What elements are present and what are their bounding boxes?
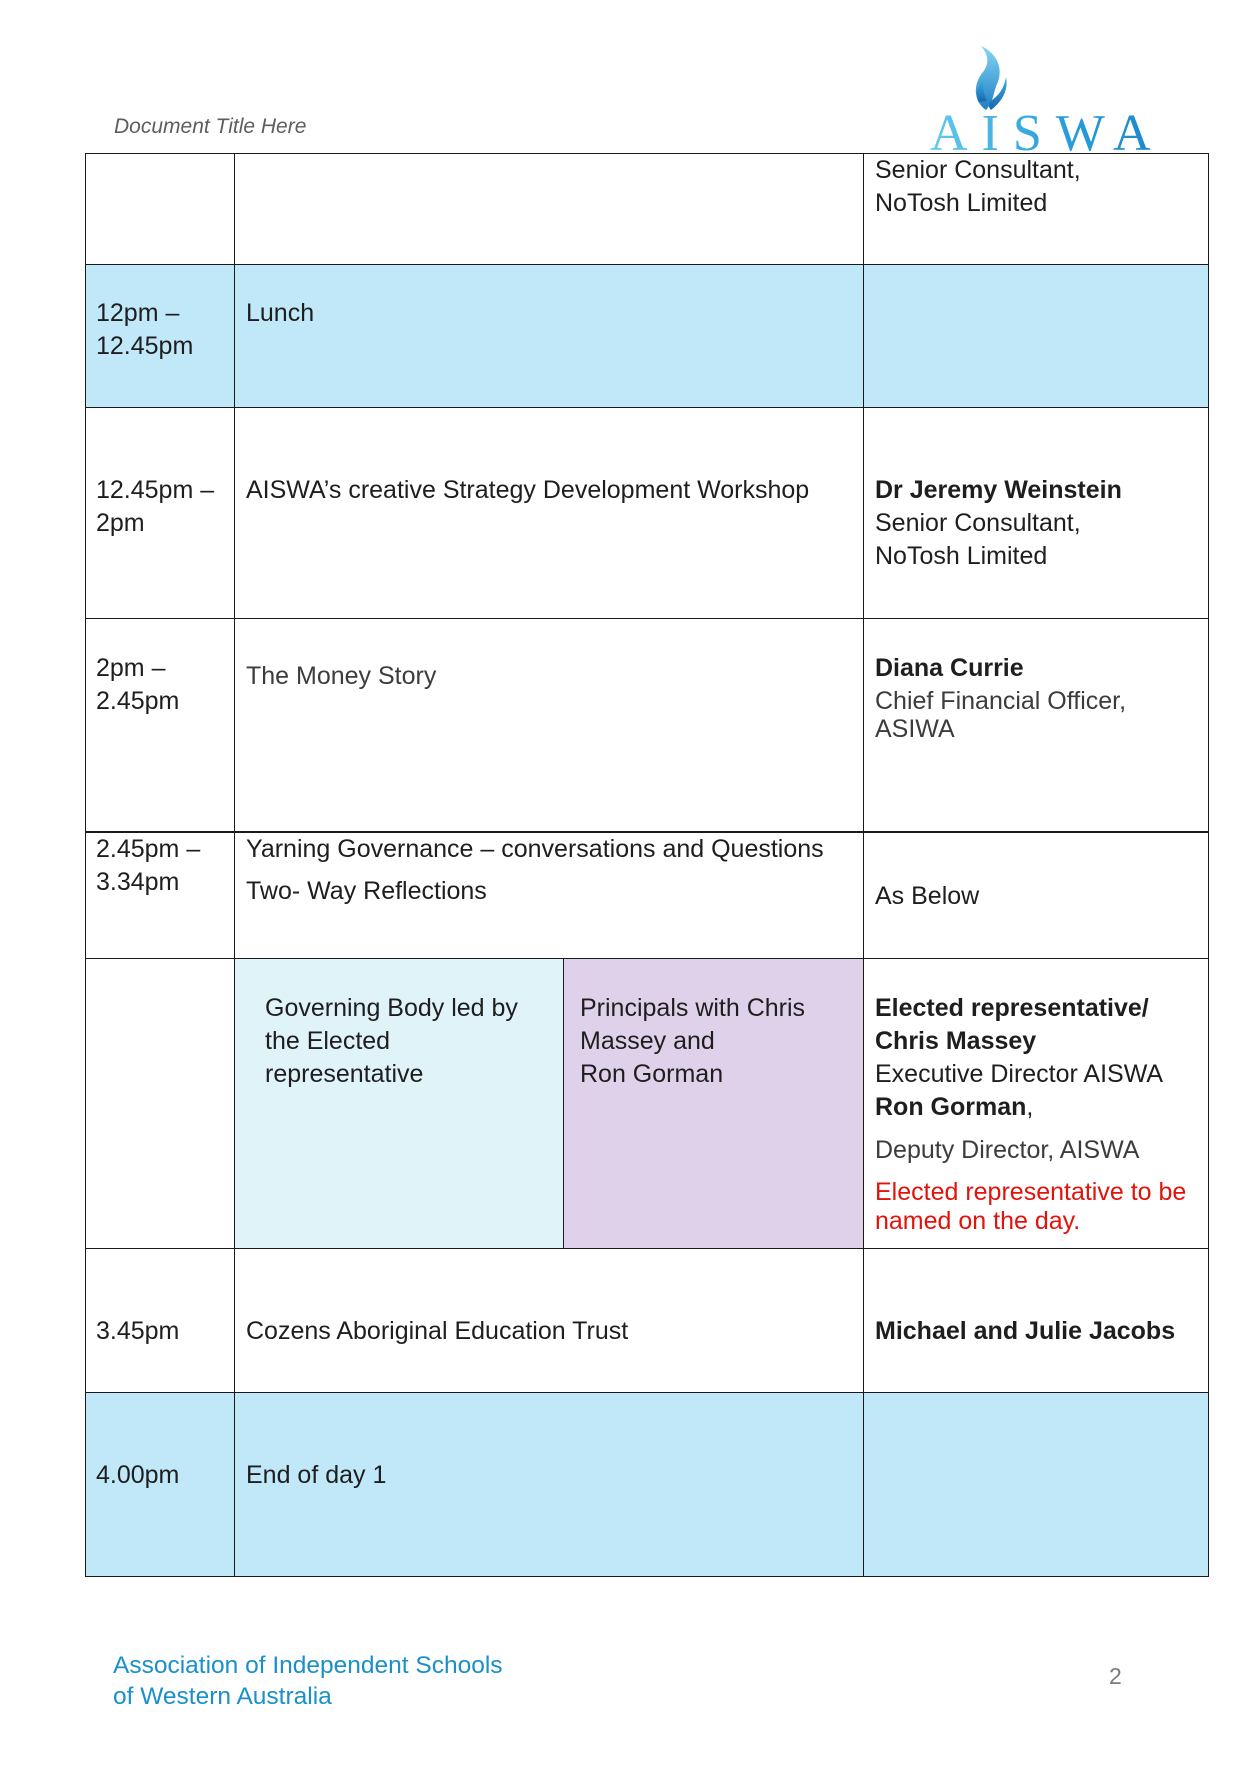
activity-title: Yarning Governance – conversations and Questions: [246, 834, 824, 863]
activity-cell: [235, 1249, 864, 1393]
activity-subtitle: Two- Way Reflections: [246, 876, 487, 905]
presenter-note: As Below: [875, 881, 980, 910]
activity-cell: [235, 832, 864, 959]
time-label: 4.00pm: [96, 1461, 180, 1489]
document-title: Document Title Here: [114, 115, 307, 138]
activity-cell: [235, 154, 864, 265]
activity-title: AISWA’s creative Strategy Development Workshop: [246, 476, 810, 504]
schedule-table: [85, 153, 1209, 1577]
presenter-organisation: ASIWA: [875, 715, 955, 743]
schedule-row-end-of-day: [86, 1393, 1209, 1577]
schedule-row-lunch: [86, 265, 1209, 408]
footer-organisation-region: of Western Australia: [113, 1683, 332, 1710]
schedule-row-breakout-groups: [86, 959, 1209, 1249]
presenter-name: Diana Currie: [875, 654, 1024, 682]
activity-cell: [235, 619, 864, 832]
activity-cell: [235, 265, 864, 408]
presenter-role: Deputy Director, AISWA: [875, 1136, 1140, 1164]
schedule-row-yarning-governance: [86, 832, 1209, 959]
presenter-name: Dr Jeremy Weinstein: [875, 476, 1122, 504]
group-description: Governing Body led by: [265, 994, 518, 1022]
activity-title: Lunch: [246, 299, 315, 327]
presenter-cell: [864, 1249, 1209, 1393]
activity-title: End of day 1: [246, 1461, 387, 1489]
schedule-row-money-story: [86, 619, 1209, 832]
time-cell: [86, 408, 235, 619]
presenter-cell: [864, 619, 1209, 832]
presenter-role: Senior Consultant,: [875, 156, 1081, 184]
schedule-row-continued: [86, 154, 1209, 265]
governing-body-group-cell: [235, 959, 564, 1249]
time-label: 12.45pm –: [96, 476, 215, 504]
time-cell: [86, 265, 235, 408]
presenter-cell: [864, 832, 1209, 959]
group-description: representative: [265, 1060, 424, 1088]
logo: [926, 98, 1176, 158]
page-number: 2: [1109, 1663, 1122, 1689]
time-label: 12pm –: [96, 299, 180, 327]
presenter-role: Chief Financial Officer,: [875, 687, 1127, 715]
presenter-note: Elected representative to be: [875, 1178, 1187, 1206]
activity-title: Cozens Aboriginal Education Trust: [246, 1317, 629, 1345]
time-label: 2.45pm: [96, 687, 180, 715]
time-cell: [86, 154, 235, 265]
presenter-organisation: NoTosh Limited: [875, 189, 1048, 217]
time-label: 2pm –: [96, 654, 166, 682]
logo-wordmark: AISWA: [930, 105, 1165, 158]
time-cell: [86, 619, 235, 832]
presenter-name: Elected representative/: [875, 994, 1149, 1022]
principals-group-cell: [564, 959, 864, 1249]
time-cell: [86, 959, 235, 1249]
presenter-note: named on the day.: [875, 1207, 1081, 1235]
group-description: Ron Gorman: [580, 1060, 724, 1088]
presenter-name-punctuation: ,: [1026, 1093, 1034, 1121]
group-description: the Elected: [265, 1027, 391, 1055]
activity-cell: [235, 1393, 864, 1577]
schedule-row-strategy-workshop: [86, 408, 1209, 619]
time-cell: [86, 832, 235, 959]
presenter-cell: [864, 959, 1209, 1249]
schedule-row-cozens-trust: [86, 1249, 1209, 1393]
time-label: 3.34pm: [96, 867, 180, 896]
time-label: 2.45pm –: [96, 834, 201, 863]
activity-cell: [235, 408, 864, 619]
presenter-cell: [864, 154, 1209, 265]
time-label: 3.45pm: [96, 1317, 180, 1345]
presenter-name: Ron Gorman: [875, 1093, 1027, 1121]
time-label: 12.45pm: [96, 332, 194, 360]
activity-title: The Money Story: [246, 662, 437, 690]
time-cell: [86, 1393, 235, 1577]
presenter-role: Senior Consultant,: [875, 509, 1081, 537]
presenter-role: Executive Director AISWA: [875, 1060, 1164, 1088]
footer-organisation-name: Association of Independent Schools: [113, 1652, 503, 1679]
time-label: 2pm: [96, 509, 145, 537]
time-cell: [86, 1249, 235, 1393]
group-description: Principals with Chris: [580, 994, 806, 1022]
presenter-cell: [864, 265, 1209, 408]
presenter-organisation: NoTosh Limited: [875, 542, 1048, 570]
presenter-name: Chris Massey: [875, 1027, 1037, 1055]
presenter-cell: [864, 1393, 1209, 1577]
presenter-cell: [864, 408, 1209, 619]
presenter-name: Michael and Julie Jacobs: [875, 1317, 1176, 1345]
presenter-name-line: [875, 1091, 1208, 1124]
group-description: Massey and: [580, 1027, 715, 1055]
